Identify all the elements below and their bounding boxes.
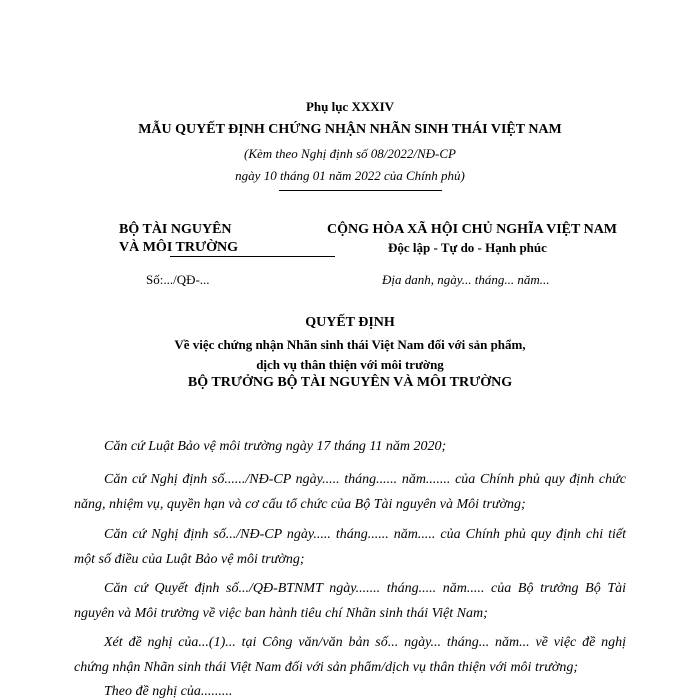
decision-heading: QUYẾT ĐỊNH: [305, 315, 395, 330]
appendix-divider: [279, 190, 442, 191]
agency-line1: BỘ TÀI NGUYÊN: [119, 222, 232, 237]
paragraph-4-line1: Căn cứ Quyết định số.../QĐ-BTNMT ngày....... tháng..... năm..... của Bộ trưởng Bộ Tài: [104, 581, 626, 596]
paragraph-4-line2: nguyên và Môi trường về việc ban hành tiêu chí Nhãn sinh thái Việt Nam;: [74, 606, 488, 621]
paragraph-1: Căn cứ Luật Bảo vệ môi trường ngày 17 tháng 11 năm 2020;: [104, 439, 447, 454]
decision-authority: BỘ TRƯỞNG BỘ TÀI NGUYÊN VÀ MÔI TRƯỜNG: [187, 375, 513, 390]
appendix-title: MẪU QUYẾT ĐỊNH CHỨNG NHẬN NHÃN SINH THÁI VIỆT NAM: [138, 122, 562, 137]
paragraph-5-line2: chứng nhận Nhãn sinh thái Việt Nam đối với sản phẩm/dịch vụ thân thiện với môi trường;: [74, 660, 579, 675]
agency-line2: VÀ MÔI TRƯỜNG: [119, 240, 238, 255]
nation-line1: CỘNG HÒA XÃ HỘI CHỦ NGHĨA VIỆT NAM: [327, 222, 618, 237]
paragraph-3: [74, 522, 626, 572]
paragraph-5-line1: Xét đề nghị của...(1)... tại Công văn/văn bản số... ngày... tháng... năm... về việc đề nghị: [104, 635, 626, 650]
paragraph-4: [74, 576, 626, 626]
place-date: Địa danh, ngày... tháng... năm...: [382, 272, 550, 287]
appendix-attached-line1: (Kèm theo Nghị định số 08/2022/NĐ-CP: [244, 146, 456, 161]
decision-subject-line2: dịch vụ thân thiện với môi trường: [256, 357, 444, 372]
paragraph-3-line1: Căn cứ Nghị định số.../NĐ-CP ngày..... tháng...... năm..... của Chính phủ quy định chi tiết: [104, 527, 626, 542]
paragraph-5: [74, 630, 626, 680]
paragraph-3-line2: một số điều của Luật Bảo vệ môi trường;: [74, 552, 305, 567]
paragraph-6: Theo đề nghị của.........: [104, 684, 233, 699]
appendix-number: Phụ lục XXXIV: [305, 99, 395, 114]
paragraph-2-line1: Căn cứ Nghị định số....../NĐ-CP ngày..... tháng...... năm....... của Chính phủ quy định chức: [104, 472, 626, 487]
appendix-attached-line2: ngày 10 tháng 01 năm 2022 của Chính phủ): [235, 168, 465, 183]
document-number: Số:.../QĐ-...: [146, 272, 210, 287]
paragraph-2: [74, 467, 626, 517]
nation-motto: Độc lập - Tự do - Hạnh phúc: [388, 240, 547, 255]
decision-subject-line1: Về việc chứng nhận Nhãn sinh thái Việt Nam đối với sản phẩm,: [174, 337, 526, 352]
paragraph-2-line2: năng, nhiệm vụ, quyền hạn và cơ cấu tổ chức của Bộ Tài nguyên và Môi trường;: [74, 497, 526, 512]
agency-divider: [170, 256, 335, 257]
